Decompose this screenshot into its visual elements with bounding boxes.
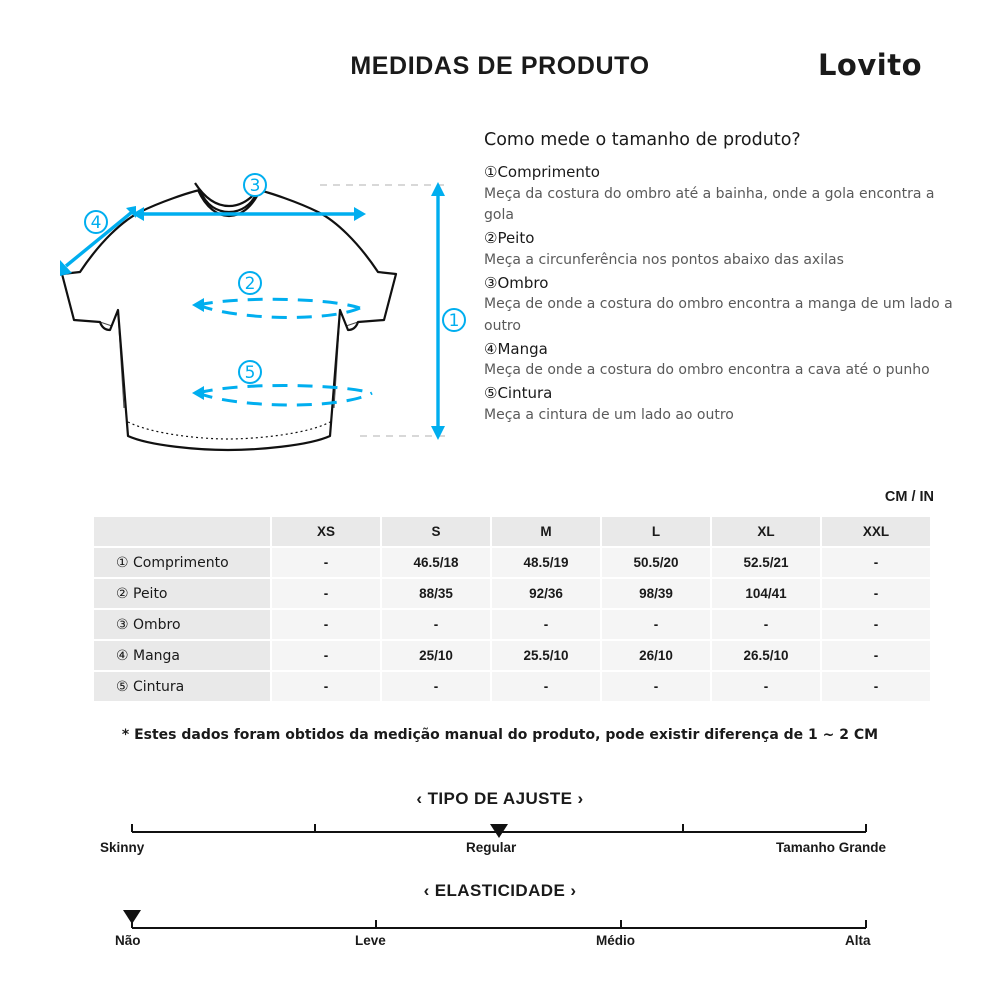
instruction-item-2 <box>484 228 954 271</box>
row-label: ③ Ombro <box>93 609 271 640</box>
table-cell: 88/35 <box>381 578 491 609</box>
size-table-wrapper <box>92 515 932 703</box>
table-corner-cell <box>93 516 271 547</box>
table-cell: 92/36 <box>491 578 601 609</box>
instruction-name: ④Manga <box>484 339 548 358</box>
table-row <box>93 609 931 640</box>
elasticity-label-nao: Não <box>115 933 141 948</box>
fit-label-regular: Regular <box>466 840 517 855</box>
table-cell: 46.5/18 <box>381 547 491 578</box>
table-cell: - <box>711 609 821 640</box>
table-cell: - <box>821 547 931 578</box>
instruction-text: Meça de onde a costura do ombro encontra a manga de um lado a outro <box>484 296 953 334</box>
table-cell: - <box>271 671 381 702</box>
elasticity-scale <box>0 910 1000 934</box>
table-cell: - <box>381 671 491 702</box>
brand-logo: Lovito <box>817 48 922 82</box>
table-col-s: S <box>381 516 491 547</box>
instructions-heading: Como mede o tamanho de produto? <box>484 130 801 150</box>
table-cell: - <box>271 578 381 609</box>
elasticity-label-leve: Leve <box>355 933 386 948</box>
elasticity-label-alta: Alta <box>845 933 871 948</box>
table-col-l: L <box>601 516 711 547</box>
table-cell: 26.5/10 <box>711 640 821 671</box>
size-table <box>92 515 932 703</box>
table-cell: - <box>821 671 931 702</box>
table-col-m: M <box>491 516 601 547</box>
instruction-item-1 <box>484 162 954 227</box>
table-row <box>93 640 931 671</box>
table-header-row <box>93 516 931 547</box>
svg-text:4: 4 <box>90 213 102 233</box>
table-cell: - <box>271 609 381 640</box>
table-cell: - <box>601 671 711 702</box>
table-cell: - <box>821 640 931 671</box>
page-title: MEDIDAS DE PRODUTO <box>350 52 650 80</box>
table-cell: - <box>601 609 711 640</box>
instruction-text: Meça a circunferência nos pontos abaixo das axilas <box>484 251 844 268</box>
instruction-name: ②Peito <box>484 229 535 248</box>
instruction-text: Meça de onde a costura do ombro encontra a cava até o punho <box>484 362 930 379</box>
table-cell: - <box>271 547 381 578</box>
table-cell: 104/41 <box>711 578 821 609</box>
instruction-name: ⑤Cintura <box>484 384 553 403</box>
row-label: ① Comprimento <box>93 547 271 578</box>
table-row <box>93 671 931 702</box>
table-cell: 25.5/10 <box>491 640 601 671</box>
table-cell: 48.5/19 <box>491 547 601 578</box>
measurement-instructions <box>484 130 954 428</box>
table-row <box>93 578 931 609</box>
svg-text:2: 2 <box>244 274 256 294</box>
table-cell: - <box>491 671 601 702</box>
svg-text:3: 3 <box>249 176 261 196</box>
table-cell: - <box>821 609 931 640</box>
table-cell: - <box>711 671 821 702</box>
units-label: CM / IN <box>884 489 934 505</box>
table-cell: 26/10 <box>601 640 711 671</box>
row-label: ⑤ Cintura <box>93 671 271 702</box>
table-row <box>93 547 931 578</box>
row-label: ② Peito <box>93 578 271 609</box>
table-col-xxl: XXL <box>821 516 931 547</box>
elasticity-scale-marker <box>123 910 141 924</box>
table-col-xs: XS <box>271 516 381 547</box>
table-cell: 50.5/20 <box>601 547 711 578</box>
instruction-text: Meça da costura do ombro até a bainha, onde a gola encontra a gola <box>484 185 935 224</box>
fit-label-oversize: Tamanho Grande <box>776 840 887 855</box>
fit-scale <box>0 818 1000 842</box>
table-cell: - <box>381 609 491 640</box>
row-label: ④ Manga <box>93 640 271 671</box>
instruction-item-3 <box>484 273 954 338</box>
table-col-xl: XL <box>711 516 821 547</box>
table-cell: 25/10 <box>381 640 491 671</box>
measurement-disclaimer: * Estes dados foram obtidos da medição manual do produto, pode existir diferença de 1 ~ 2 CM <box>121 727 879 743</box>
instruction-item-4 <box>484 339 954 382</box>
fit-label-skinny: Skinny <box>100 840 145 855</box>
svg-text:1: 1 <box>448 311 460 331</box>
tshirt-measurement-diagram <box>40 150 480 470</box>
table-cell: - <box>821 578 931 609</box>
table-cell: - <box>491 609 601 640</box>
table-cell: 98/39 <box>601 578 711 609</box>
instruction-item-5 <box>484 383 954 426</box>
instruction-text: Meça a cintura de um lado ao outro <box>484 406 734 423</box>
table-cell: 52.5/21 <box>711 547 821 578</box>
svg-text:5: 5 <box>244 363 256 383</box>
table-cell: - <box>271 640 381 671</box>
elasticity-label-medio: Médio <box>596 933 635 948</box>
fit-scale-title: ‹ TIPO DE AJUSTE › <box>416 789 584 808</box>
instruction-name: ③Ombro <box>484 273 549 292</box>
elasticity-scale-title: ‹ ELASTICIDADE › <box>423 881 577 900</box>
instruction-name: ①Comprimento <box>484 163 600 181</box>
